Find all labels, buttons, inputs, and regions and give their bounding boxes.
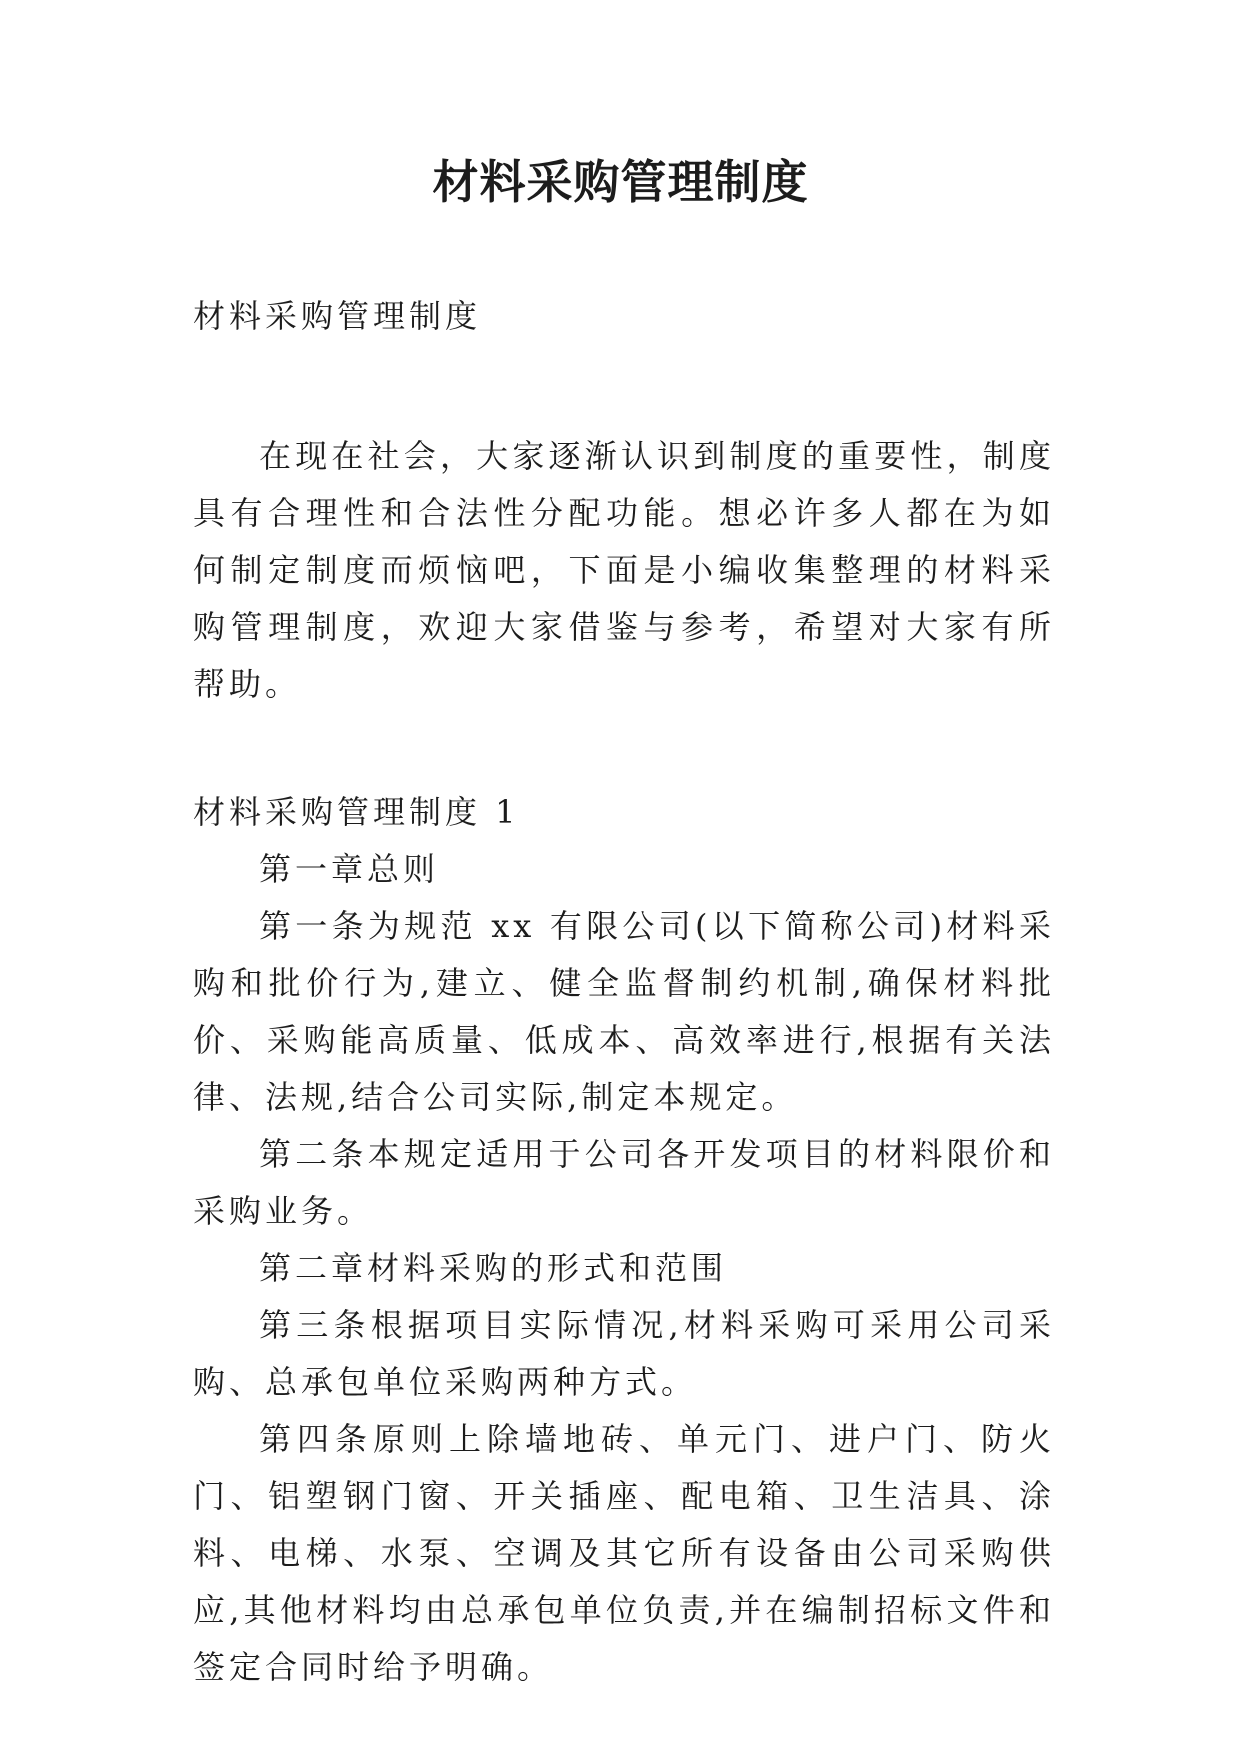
article-4: 第四条原则上除墙地砖、单元门、进户门、防火门、铝塑钢门窗、开关插座、配电箱、卫生洁具、涂料、电梯、水泵、空调及其它所有设备由公司采购供应,其他材料均由总承包单位负责,并在编制招标文件和签定合同时给予明确。 (193, 1420, 1055, 1686)
article-1: 第一条为规范 xx 有限公司(以下简称公司)材料采购和批价行为,建立、健全监督制约机制,确保材料批价、采购能高质量、低成本、高效率进行,根据有关法律、法规,结合公司实际,制定本规定。 (193, 907, 1055, 1116)
document-body (193, 288, 1055, 1696)
chapter-heading-1: 第一章总则 (259, 850, 440, 888)
section-heading: 材料采购管理制度 1 (193, 793, 520, 831)
document-subtitle: 材料采购管理制度 (193, 297, 482, 335)
document-title: 材料采购管理制度 (432, 155, 809, 209)
intro-paragraph: 在现在社会，大家逐渐认识到制度的重要性，制度具有合理性和合法性分配功能。想必许多人都在为如何制定制度而烦恼吧，下面是小编收集整理的材料采购管理制度，欢迎大家借鉴与参考，希望对大家有所帮助。 (193, 437, 1055, 703)
article-3: 第三条根据项目实际情况,材料采购可采用公司采购、总承包单位采购两种方式。 (193, 1306, 1055, 1401)
article-2: 第二条本规定适用于公司各开发项目的材料限价和采购业务。 (193, 1135, 1055, 1230)
chapter-heading-2: 第二章材料采购的形式和范围 (259, 1249, 728, 1287)
